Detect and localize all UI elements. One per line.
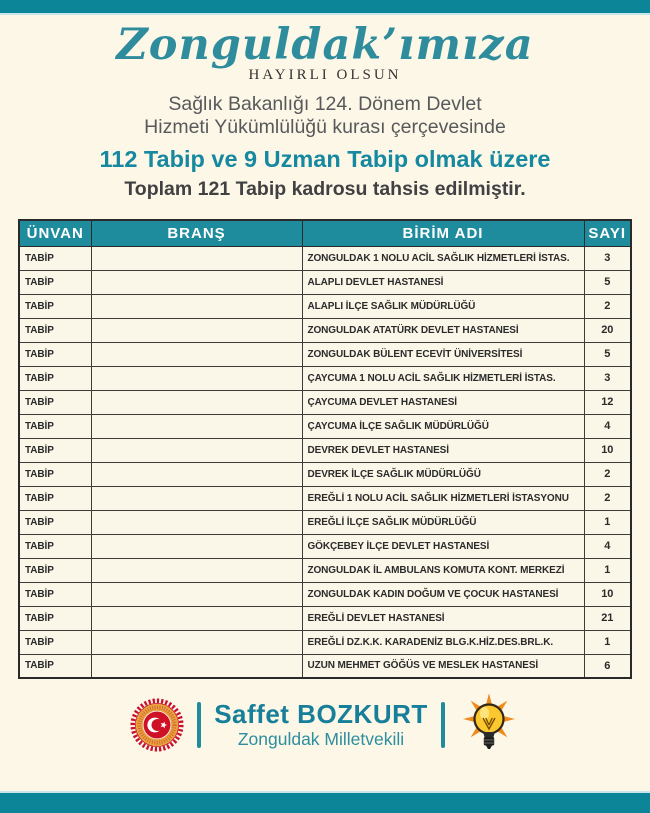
highlight-line: 112 Tabip ve 9 Uzman Tabip olmak üzere: [99, 146, 551, 172]
cell-brans: [91, 366, 302, 390]
cell-brans: [91, 342, 302, 366]
table-row: [19, 294, 631, 318]
cell-unvan: TABİP: [19, 654, 91, 678]
cell-sayi: 3: [584, 366, 631, 390]
table-row: [19, 582, 631, 606]
cell-birim: ÇAYCUMA İLÇE SAĞLIK MÜDÜRLÜĞÜ: [302, 414, 584, 438]
column-header-birim-adi: BİRİM ADI: [302, 220, 584, 246]
table-row: [19, 630, 631, 654]
cell-sayi: 1: [584, 630, 631, 654]
table-row: [19, 270, 631, 294]
cell-brans: [91, 630, 302, 654]
cell-sayi: 6: [584, 654, 631, 678]
cell-birim: EREĞLİ DEVLET HASTANESİ: [302, 606, 584, 630]
cell-sayi: 2: [584, 486, 631, 510]
cell-unvan: TABİP: [19, 438, 91, 462]
cell-unvan: TABİP: [19, 606, 91, 630]
cell-sayi: 4: [584, 534, 631, 558]
cell-brans: [91, 294, 302, 318]
cell-unvan: TABİP: [19, 414, 91, 438]
column-header-unvan: ÜNVAN: [19, 220, 91, 246]
table-row: [19, 654, 631, 678]
cell-unvan: TABİP: [19, 582, 91, 606]
cell-unvan: TABİP: [19, 390, 91, 414]
cell-brans: [91, 558, 302, 582]
cell-unvan: TABİP: [19, 270, 91, 294]
cell-sayi: 1: [584, 510, 631, 534]
table-row: [19, 366, 631, 390]
cell-unvan: TABİP: [19, 534, 91, 558]
cell-birim: EREĞLİ DZ.K.K. KARADENİZ BLG.K.HİZ.DES.BRL.K.: [302, 630, 584, 654]
cell-birim: EREĞLİ İLÇE SAĞLIK MÜDÜRLÜĞÜ: [302, 510, 584, 534]
mp-name-block: [214, 698, 428, 750]
cell-brans: [91, 462, 302, 486]
top-teal-bar: [0, 0, 650, 13]
cell-brans: [91, 486, 302, 510]
table-row: [19, 414, 631, 438]
cell-sayi: 10: [584, 438, 631, 462]
table-row: [19, 462, 631, 486]
table-body: [19, 246, 631, 678]
table-row: [19, 510, 631, 534]
mp-title: Zonguldak Milletvekili: [237, 728, 405, 749]
cell-unvan: TABİP: [19, 246, 91, 270]
flyer-footer: [0, 691, 650, 759]
cell-unvan: TABİP: [19, 486, 91, 510]
cell-sayi: 3: [584, 246, 631, 270]
cell-unvan: TABİP: [19, 630, 91, 654]
footer-divider-left: [197, 702, 201, 748]
footer-divider-right: [441, 702, 445, 748]
cell-sayi: 1: [584, 558, 631, 582]
cell-unvan: TABİP: [19, 366, 91, 390]
cell-unvan: TABİP: [19, 510, 91, 534]
cell-brans: [91, 318, 302, 342]
column-header-sayi: SAYI: [584, 220, 631, 246]
cell-sayi: 5: [584, 342, 631, 366]
intro-text: [0, 93, 650, 139]
table-row: [19, 390, 631, 414]
intro-line-1: Sağlık Bakanlığı 124. Dönem Devlet: [168, 93, 482, 115]
cell-birim: ALAPLI DEVLET HASTANESİ: [302, 270, 584, 294]
cell-birim: ZONGULDAK İL AMBULANS KOMUTA KONT. MERKEZİ: [302, 558, 584, 582]
cell-birim: ÇAYCUMA DEVLET HASTANESİ: [302, 390, 584, 414]
cell-unvan: TABİP: [19, 294, 91, 318]
cell-birim: ZONGULDAK KADIN DOĞUM VE ÇOCUK HASTANESİ: [302, 582, 584, 606]
mp-name: Saffet BOZKURT: [214, 698, 428, 729]
cell-sayi: 4: [584, 414, 631, 438]
cell-brans: [91, 510, 302, 534]
table-row: [19, 558, 631, 582]
cell-brans: [91, 438, 302, 462]
cell-birim: ZONGULDAK ATATÜRK DEVLET HASTANESİ: [302, 318, 584, 342]
table-header: [19, 220, 631, 246]
cell-brans: [91, 534, 302, 558]
total-line: Toplam 121 Tabip kadrosu tahsis edilmiştir.: [124, 178, 526, 200]
table-row: [19, 438, 631, 462]
cell-birim: DEVREK DEVLET HASTANESİ: [302, 438, 584, 462]
cell-unvan: TABİP: [19, 558, 91, 582]
flyer-header: [0, 15, 650, 201]
table-row: [19, 246, 631, 270]
cell-birim: ZONGULDAK BÜLENT ECEVİT ÜNİVERSİTESİ: [302, 342, 584, 366]
table-row: [19, 606, 631, 630]
table-row: [19, 342, 631, 366]
cell-sayi: 20: [584, 318, 631, 342]
table-header-row: [19, 220, 631, 246]
column-header-brans: BRANŞ: [91, 220, 302, 246]
cell-sayi: 2: [584, 294, 631, 318]
cell-birim: ZONGULDAK 1 NOLU ACİL SAĞLIK HİZMETLERİ İSTAS.: [302, 246, 584, 270]
allocation-table: [18, 219, 632, 679]
table-row: [19, 486, 631, 510]
cell-sayi: 21: [584, 606, 631, 630]
cell-birim: ALAPLI İLÇE SAĞLIK MÜDÜRLÜĞÜ: [302, 294, 584, 318]
cell-birim: UZUN MEHMET GÖĞÜS VE MESLEK HASTANESİ: [302, 654, 584, 678]
page-title: Zonguldak’ımıza: [116, 20, 534, 70]
table-row: [19, 318, 631, 342]
cell-birim: DEVREK İLÇE SAĞLIK MÜDÜRLÜĞÜ: [302, 462, 584, 486]
cell-brans: [91, 654, 302, 678]
cell-unvan: TABİP: [19, 342, 91, 366]
akp-lightbulb-icon: [458, 693, 520, 757]
cell-brans: [91, 582, 302, 606]
cell-birim: EREĞLİ 1 NOLU ACİL SAĞLIK HİZMETLERİ İSTASYONU: [302, 486, 584, 510]
cell-sayi: 2: [584, 462, 631, 486]
cell-birim: ÇAYCUMA 1 NOLU ACİL SAĞLIK HİZMETLERİ İSTAS.: [302, 366, 584, 390]
cell-sayi: 10: [584, 582, 631, 606]
cell-unvan: TABİP: [19, 318, 91, 342]
cell-sayi: 5: [584, 270, 631, 294]
cell-brans: [91, 390, 302, 414]
table-row: [19, 534, 631, 558]
cell-brans: [91, 270, 302, 294]
bottom-teal-bar: [0, 793, 650, 813]
bottom-bars: [0, 791, 650, 813]
cell-unvan: TABİP: [19, 462, 91, 486]
cell-brans: [91, 414, 302, 438]
intro-line-2: Hizmeti Yükümlülüğü kurası çerçevesinde: [144, 116, 506, 138]
cell-brans: [91, 606, 302, 630]
cell-birim: GÖKÇEBEY İLÇE DEVLET HASTANESİ: [302, 534, 584, 558]
cell-brans: [91, 246, 302, 270]
tbmm-parliament-emblem-icon: [130, 697, 184, 753]
subtitle: HAYIRLI OLSUN: [248, 67, 402, 83]
cell-sayi: 12: [584, 390, 631, 414]
